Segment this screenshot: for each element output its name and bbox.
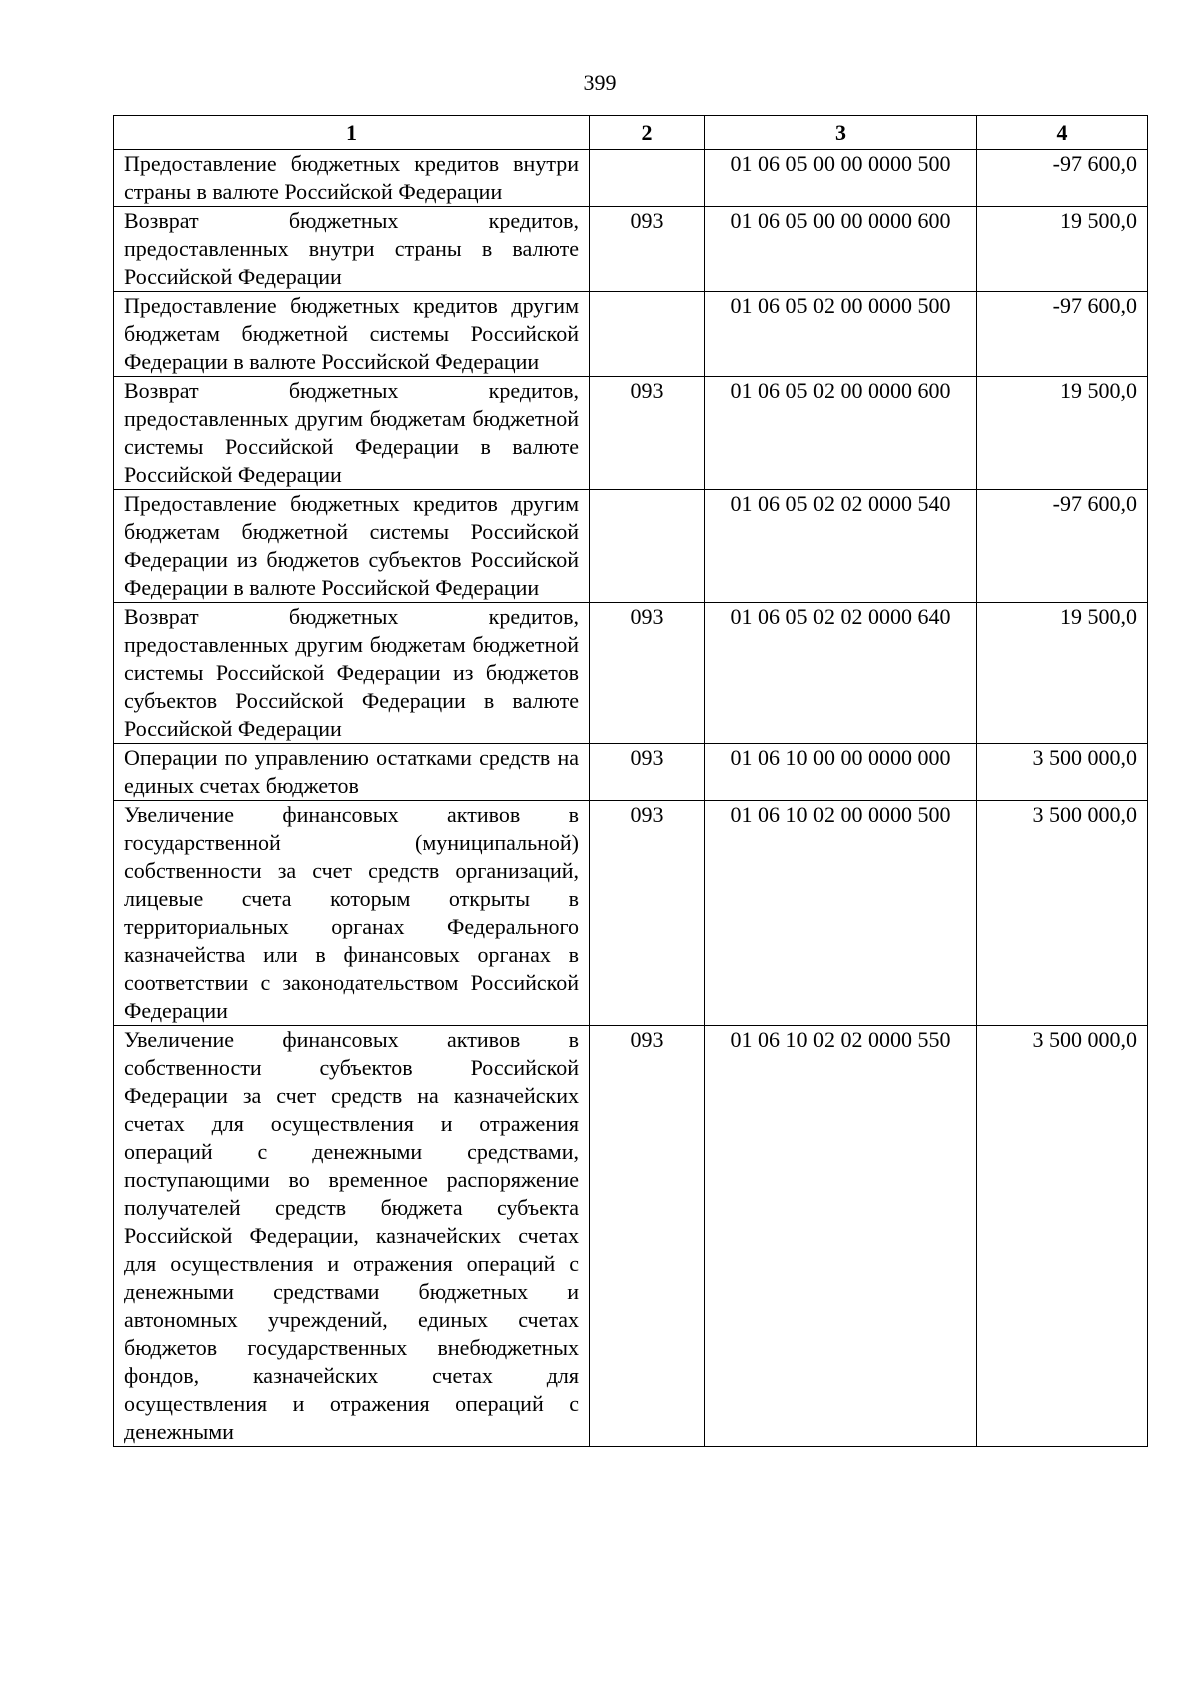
row-name-cell: Возврат бюджетных кредитов, предоставленных внутри страны в валюте Российской Федерации <box>114 207 590 292</box>
table-row <box>114 744 1148 801</box>
row-amount-cell: -97 600,0 <box>977 150 1148 207</box>
row-classification-code-cell: 01 06 05 00 00 0000 600 <box>705 207 977 292</box>
row-admin-code-cell: 093 <box>590 1026 705 1447</box>
row-classification-code-cell: 01 06 05 00 00 0000 500 <box>705 150 977 207</box>
row-admin-code-cell <box>590 292 705 377</box>
table-row <box>114 150 1148 207</box>
row-classification-code-cell: 01 06 05 02 02 0000 540 <box>705 490 977 603</box>
row-admin-code-cell: 093 <box>590 801 705 1026</box>
row-classification-code-cell: 01 06 10 02 02 0000 550 <box>705 1026 977 1447</box>
row-classification-code-cell: 01 06 05 02 02 0000 640 <box>705 603 977 744</box>
page-number: 399 <box>583 70 617 95</box>
row-amount-cell: -97 600,0 <box>977 490 1148 603</box>
column-header-3: 3 <box>705 116 977 150</box>
row-name-cell: Возврат бюджетных кредитов, предоставленных другим бюджетам бюджетной системы Российской Федерации в валюте Российской Федерации <box>114 377 590 490</box>
row-amount-cell: 19 500,0 <box>977 377 1148 490</box>
budget-sources-table <box>113 115 1148 1447</box>
row-name-cell: Предоставление бюджетных кредитов другим бюджетам бюджетной системы Российской Федерации из бюджетов субъектов Российской Федерации в валюте Российской Федерации <box>114 490 590 603</box>
row-name-cell: Предоставление бюджетных кредитов другим бюджетам бюджетной системы Российской Федерации в валюте Российской Федерации <box>114 292 590 377</box>
table-row <box>114 207 1148 292</box>
row-amount-cell: 3 500 000,0 <box>977 801 1148 1026</box>
row-classification-code-cell: 01 06 10 02 00 0000 500 <box>705 801 977 1026</box>
row-admin-code-cell: 093 <box>590 377 705 490</box>
row-admin-code-cell: 093 <box>590 603 705 744</box>
column-header-4: 4 <box>977 116 1148 150</box>
row-admin-code-cell: 093 <box>590 207 705 292</box>
row-name-cell: Увеличение финансовых активов в государственной (муниципальной) собственности за счет средств организаций, лицевые счета которым открыты в территориальных органах Федерального казначейства или в финансовых органах в соответствии с законодательством Российской Федерации <box>114 801 590 1026</box>
row-amount-cell: 19 500,0 <box>977 207 1148 292</box>
table-row <box>114 801 1148 1026</box>
row-admin-code-cell: 093 <box>590 744 705 801</box>
row-name-cell: Возврат бюджетных кредитов, предоставленных другим бюджетам бюджетной системы Российской Федерации из бюджетов субъектов Российской Федерации в валюте Российской Федерации <box>114 603 590 744</box>
table-header-row <box>114 116 1148 150</box>
row-amount-cell: 3 500 000,0 <box>977 1026 1148 1447</box>
row-amount-cell: 19 500,0 <box>977 603 1148 744</box>
row-classification-code-cell: 01 06 10 00 00 0000 000 <box>705 744 977 801</box>
table-row <box>114 377 1148 490</box>
table-row <box>114 292 1148 377</box>
row-classification-code-cell: 01 06 05 02 00 0000 500 <box>705 292 977 377</box>
row-amount-cell: -97 600,0 <box>977 292 1148 377</box>
row-name-cell: Операции по управлению остатками средств на единых счетах бюджетов <box>114 744 590 801</box>
column-header-1: 1 <box>114 116 590 150</box>
column-header-2: 2 <box>590 116 705 150</box>
table-row <box>114 603 1148 744</box>
row-classification-code-cell: 01 06 05 02 00 0000 600 <box>705 377 977 490</box>
row-name-cell: Предоставление бюджетных кредитов внутри страны в валюте Российской Федерации <box>114 150 590 207</box>
table-row <box>114 490 1148 603</box>
row-name-cell: Увеличение финансовых активов в собственности субъектов Российской Федерации за счет средств на казначейских счетах для осуществления и отражения операций с денежными средствами, поступающими во временное распоряжение получателей средств бюджета субъекта Российской Федерации, казначейских счетах для осуществления и отражения операций с денежными средствами бюджетных и автономных учреждений, единых счетах бюджетов государственных внебюджетных фондов, казначейских счетах для осуществления и отражения операций с денежными <box>114 1026 590 1447</box>
row-amount-cell: 3 500 000,0 <box>977 744 1148 801</box>
table-row <box>114 1026 1148 1447</box>
row-admin-code-cell <box>590 490 705 603</box>
row-admin-code-cell <box>590 150 705 207</box>
